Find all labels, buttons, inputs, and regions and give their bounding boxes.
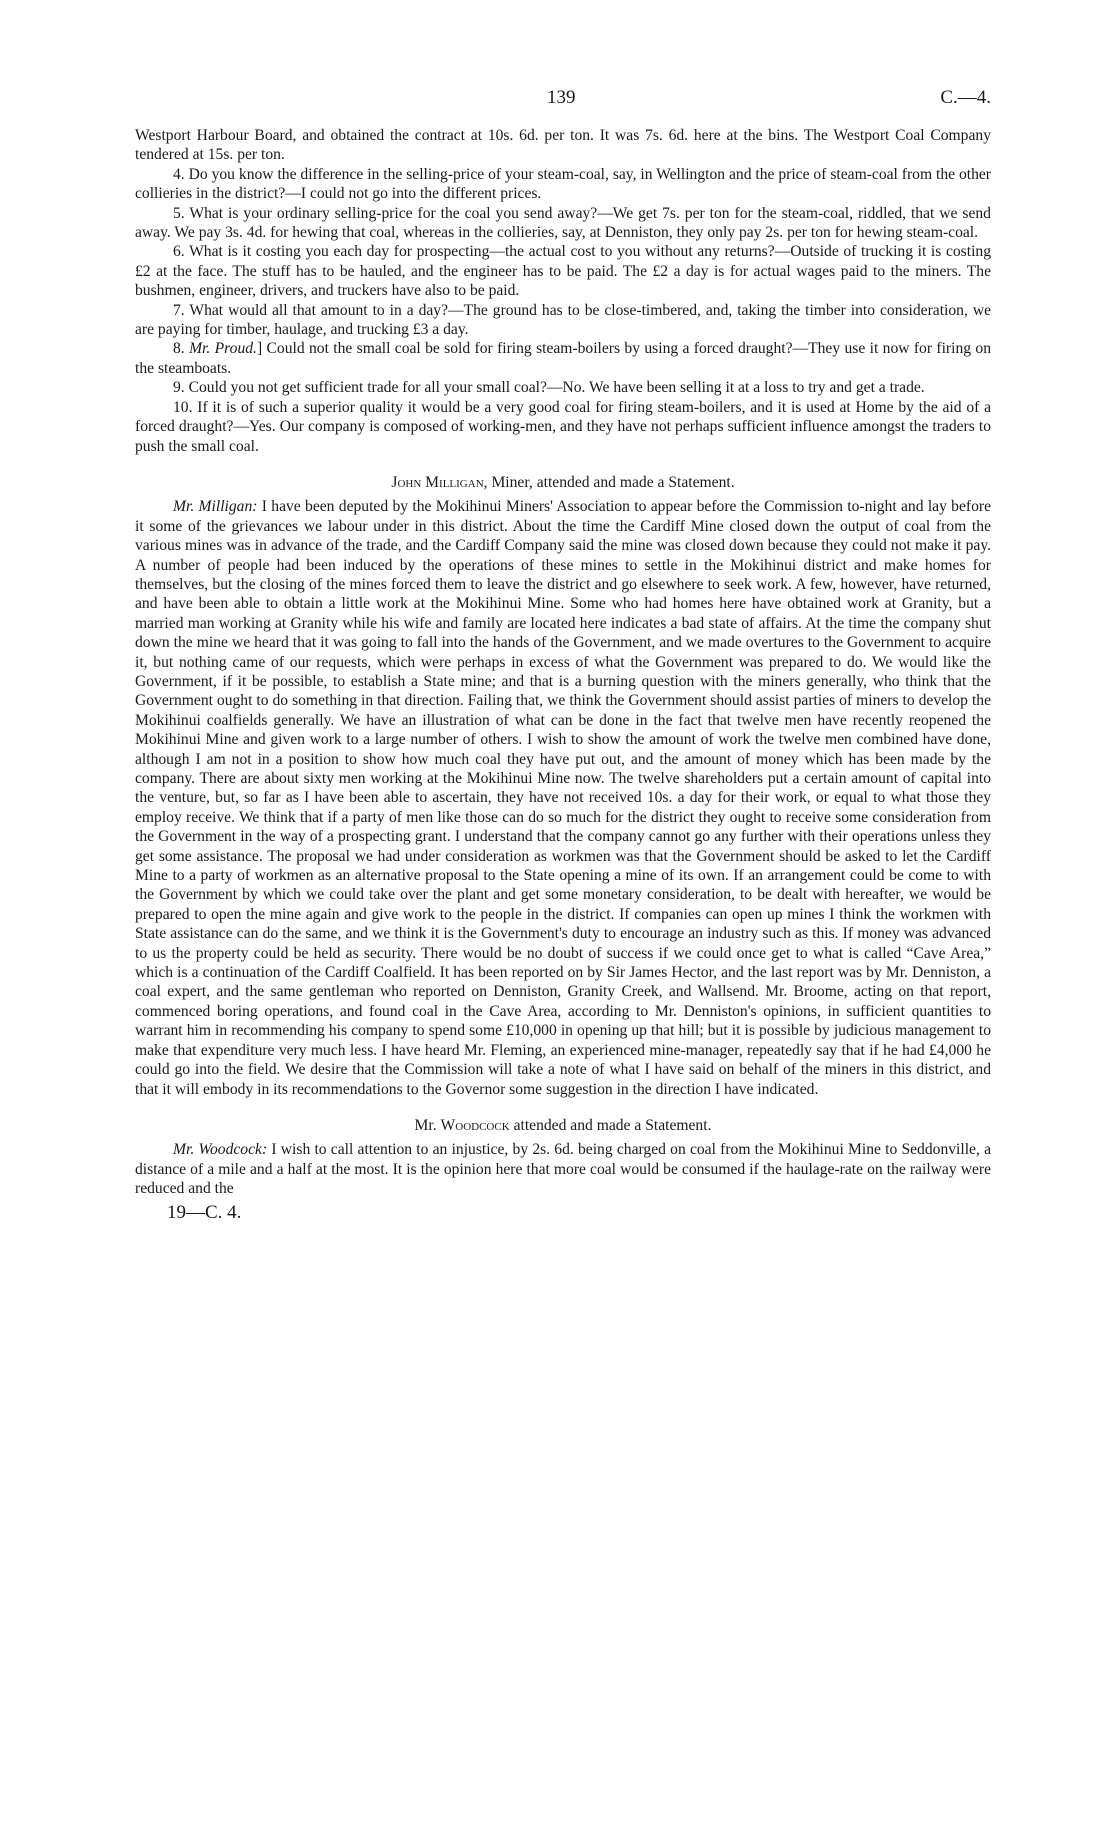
speaker-name: Mr. Proud. [189,340,257,358]
signature-mark: 19—C. 4. [167,1201,242,1223]
question-paragraph: 4. Do you know the difference in the selling-price of your steam-coal, say, in Wellington and the price of steam-coal from the other collieries in the district?—I could not go into the different prices. [135,165,992,203]
question-paragraph: 6. What is it costing you each day for prospecting—the actual cost to you without any returns?—Outside of trucking it is costing £2 at the face. The stuff has to be hauled, and the engineer has to be paid. The £2 a day is for actual wages paid to the miners. The bushmen, engineer, drivers, and truckers have also to be paid. [135,243,991,300]
question-paragraph: 5. What is your ordinary selling-price for the coal you send away?—We get 7s. per ton for the steam-coal, riddled, that we send away. We pay 3s. 4d. for hewing that coal, whereas in the collieries, say, at Denniston, they only pay 2s. per ton for hewing steam-coal. [135,204,991,242]
document-code: C.—4. [940,87,991,108]
question-paragraph: Westport Harbour Board, and obtained the contract at 10s. 6d. per ton. It was 7s. 6d. here at the bins. The Westport Coal Company tendered at 15s. per ton. [135,127,991,164]
page-header [135,88,991,118]
question-paragraph: 8. Mr. Proud.] Could not the small coal be sold for firing steam-boilers by using a forced draught?—They use it now for firing on the steamboats. [135,340,991,377]
statement-paragraph: Mr. Milligan: I have been deputed by the Mokihinui Miners' Association to appear before the Commission to-night and lay before it some of the grievances we labour under in this district. About the time the Cardiff Mine closed down the output of coal from the various mines was in advance of the trade, and the Cardiff Company said the mine was closed down because they could not make it pay. A number of people had been induced by the operations of these mines to settle in the Mokihinui district and make homes for themselves, but the closing of the mines forced them to leave the district and go elsewhere to seek work. A few, however, have returned, and have been able to obtain a little work at the Mokihinui Mine. Some who had homes here have obtained work at Granity, but a married man working at Granity while his wife and family are located here indicates a bad state of affairs. At the time the company shut down the mine we heard that it was going to fall into the hands of the Government, and we made overtures to the Government to acquire it, but nothing came of our requests, which were perhaps in excess of what the Government was prepared to do. We would like the Government, if it be possible, to establish a State mine; and that is a burning question with the miners generally, who think that the Government ought to do something in that direction. Failing that, we think the Government should assist parties of miners to develop the Mokihinui coalfields generally. We have an illustration of what can be done in the fact that twelve men have recently reopened the Mokihinui Mine and given work to a large number of others. I wish to show the amount of work the twelve men combined have done, although I am not in a position to show how much coal they have put out, and the amount of money which has been made by the company. There are about sixty men working at the Mokihinui Mine now. The twelve shareholders put a certain amount of capital into the venture, but, so far as I have been able to ascertain, they have not received 10s. a day for their work, or equal to what those they employ receive. We think that if a party of men like those can do so much for the district they ought to receive some consideration from the Government in the way of a prospecting grant. I understand that the company cannot go any further with their operations unless they get some assistance. The proposal we had under consideration as workmen was that the Government should be asked to let the Cardiff Mine to a party of workmen as an alternative proposal to the State opening a mine of its own. If an arrangement could be come to with the Government by which we could take over the plant and get some monetary consideration, to be dealt with hereafter, we would be prepared to open the mine again and give work to the people in the district. If companies can open up mines I think the workmen with State assistance can do the same, and we think it is the Government's duty to encourage an industry such as this. If money was advanced to us the property could be held as security. There would be no doubt of success if we could once get to what is called “Cave Area,” which is a continuation of the Cardiff Coalfield. It has been reported on by Sir James Hector, and the last report was by Mr. Denniston, a coal expert, and the same gentleman who reported on Denniston, Granity Creek, and Wallsend. Mr. Broome, acting on that report, commenced boring operations, and found coal in the Cave Area, according to Mr. Denniston's opinions, in sufficient quantities to warrant him in recommending his company to spend some £10,000 in opening up that hill; but it is possible by judicious management to make that expenditure very much less. I have heard Mr. Fleming, an experienced mine-manager, repeatedly say that if he had £4,000 he could go into the field. We desire that the Commission will take a note of what I have said on behalf of the miners in this district, and that it will embody in its recommendations to the Governor some suggestion in the direction I have indicated. [135,498,992,1098]
question-paragraph: 7. What would all that amount to in a day?—The ground has to be close-timbered, and, taking the timber into consideration, we are paying for timber, haulage, and trucking £3 a day. [135,301,991,339]
speaker-name: Mr. Woodcock: [173,1141,268,1159]
witness-name: John Milligan [391,473,484,491]
document-page [135,88,991,1222]
speaker-name: Mr. Milligan: [173,498,258,516]
question-paragraph: 9. Could you not get sufficient trade for all your small coal?—No. We have been selling it at a loss to try and get a trade. [173,379,925,397]
section-heading-milligan: John Milligan, Miner, attended and made a Statement. [391,473,735,491]
witness-name: Woodcock [440,1116,510,1134]
question-paragraph: 10. If it is of such a superior quality it would be a very good coal for firing steam-boilers, and it is used at Home by the aid of a forced draught?—Yes. Our company is composed of working-men, and they have not perhaps sufficient influence amongst the traders to push the small coal. [135,398,991,455]
statement-paragraph: Mr. Woodcock: I wish to call attention to an injustice, by 2s. 6d. being charged on coal from the Mokihinui Mine to Seddonville, a distance of a mile and a half at the most. It is the opinion here that more coal would be consumed if the haulage-rate on the railway were reduced and the [135,1141,991,1198]
section-heading-woodcock: Mr. Woodcock attended and made a Statement. [414,1116,712,1134]
page-number: 139 [547,87,576,108]
